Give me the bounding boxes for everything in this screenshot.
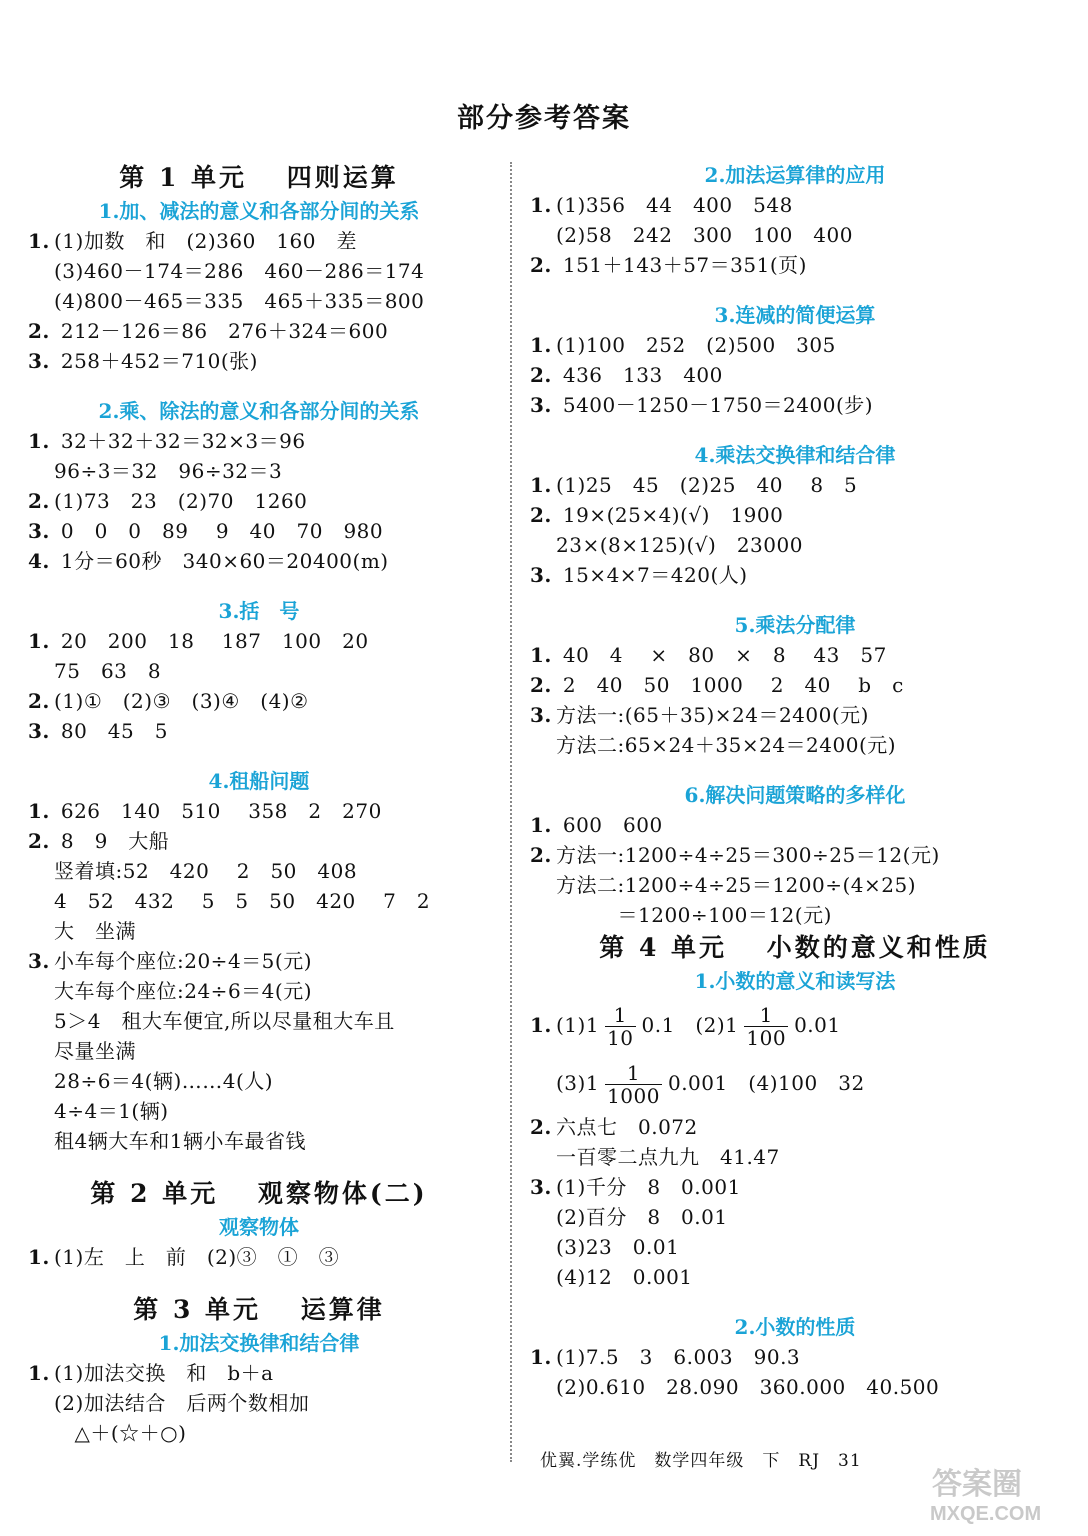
- answer-text: 600 600: [556, 813, 663, 837]
- question-number: 1.: [530, 813, 552, 837]
- answer-line: [28, 686, 490, 716]
- watermark-title: 答案圈: [932, 1468, 1022, 1501]
- fraction-numerator: 1: [605, 1062, 662, 1085]
- section-heading: 1.小数的意义和读写法: [694, 969, 896, 993]
- section-heading: 4.乘法交换律和结合律: [694, 443, 896, 467]
- answer-text: 0.1 (2)1: [641, 1013, 739, 1037]
- question-number: 1.: [28, 429, 50, 453]
- question-number: 2.: [28, 489, 50, 513]
- answer-line: [28, 546, 490, 576]
- answer-line: [530, 500, 1060, 530]
- section-heading: 2.小数的性质: [734, 1315, 856, 1339]
- answer-line: [28, 426, 490, 456]
- answer-text: (1)左 上 前 (2)③ ① ③: [54, 1245, 340, 1269]
- answer-line: [28, 946, 490, 976]
- answer-line: [530, 900, 1060, 930]
- answer-line: [530, 250, 1060, 280]
- answer-text: 一百零二点九九 41.47: [556, 1145, 780, 1169]
- answer-text: 75 63 8: [54, 659, 162, 683]
- spacer: [530, 590, 1060, 610]
- answer-line: [28, 256, 490, 286]
- question-number: 1.: [28, 229, 50, 253]
- answer-text: (2)0.610 28.090 360.000 40.500: [556, 1375, 940, 1399]
- section-heading: 1.加法交换律和结合律: [158, 1331, 360, 1355]
- answer-line: [28, 516, 490, 546]
- question-number: 3.: [28, 519, 50, 543]
- answer-line: [530, 1112, 1060, 1142]
- question-number: 3.: [28, 719, 50, 743]
- column-divider: [510, 162, 512, 1462]
- answer-text: 尽量坐满: [54, 1039, 136, 1063]
- answer-text: 六点七 0.072: [556, 1115, 698, 1139]
- answer-text: 方法二:65×24＋35×24＝2400(元): [556, 733, 897, 757]
- answer-text: (1)加数 和 (2)360 160 差: [54, 229, 358, 253]
- question-number: 3.: [530, 393, 552, 417]
- answer-text: (3)460－174＝286 460－286＝174: [54, 259, 425, 283]
- answer-line: [530, 1232, 1060, 1262]
- unit-heading: 第 1 单元 四则运算: [119, 163, 399, 192]
- answer-text: 0.001 (4)100 32: [667, 1071, 865, 1095]
- answer-line: [28, 976, 490, 1006]
- left-column: [28, 160, 490, 1448]
- spacer: [28, 1156, 490, 1176]
- answer-line: [530, 1342, 1060, 1372]
- answer-text: 436 133 400: [556, 363, 723, 387]
- answer-text: 20 200 18 187 100 20: [54, 629, 369, 653]
- question-number: 3.: [530, 563, 552, 587]
- spacer: [28, 576, 490, 596]
- answer-line: [28, 656, 490, 686]
- question-number: 1.: [530, 473, 552, 497]
- answer-text: 80 45 5: [54, 719, 168, 743]
- answer-text: 大 坐满: [54, 919, 136, 943]
- answer-line: [28, 1126, 490, 1156]
- question-number: 1.: [28, 1245, 50, 1269]
- question-number: 1.: [28, 629, 50, 653]
- watermark-logo: [912, 1458, 1082, 1528]
- question-number: 2.: [28, 829, 50, 853]
- answer-text: 8 9 大船: [54, 829, 170, 853]
- answer-text: 5400－1250－1750＝2400(步): [556, 393, 874, 417]
- answer-text: (2)加法结合 后两个数相加: [54, 1391, 310, 1415]
- answer-line: [28, 286, 490, 316]
- answer-text: (1)73 23 (2)70 1260: [54, 489, 308, 513]
- spacer: [28, 1272, 490, 1292]
- answer-text: (4)800－465＝335 465＋335＝800: [54, 289, 425, 313]
- spacer: [28, 746, 490, 766]
- answer-line: [28, 226, 490, 256]
- answer-text: 626 140 510 358 2 270: [54, 799, 382, 823]
- section-heading: 观察物体: [219, 1215, 299, 1239]
- fraction: [744, 1004, 788, 1049]
- answer-line: [530, 1202, 1060, 1232]
- question-number: 2.: [530, 843, 552, 867]
- fraction-denominator: 1000: [607, 1084, 660, 1108]
- answer-text: 4÷4＝1(辆): [54, 1099, 169, 1123]
- answer-text: (1)25 45 (2)25 40 8 5: [556, 473, 858, 497]
- answer-line: [28, 1066, 490, 1096]
- watermark-url: MXQE.COM: [930, 1503, 1042, 1525]
- answer-text: 租4辆大车和1辆小车最省钱: [54, 1129, 306, 1153]
- answer-line: [28, 1418, 490, 1448]
- unit-heading: 第 3 单元 运算律: [133, 1295, 385, 1324]
- section-heading: 6.解决问题策略的多样化: [684, 783, 906, 807]
- section-heading: 1.加、减法的意义和各部分间的关系: [98, 199, 420, 223]
- answer-line: [28, 826, 490, 856]
- question-number: 3.: [28, 949, 50, 973]
- answer-text: 5＞4 租大车便宜,所以尽量租大车且: [54, 1009, 395, 1033]
- answer-line: [530, 1372, 1060, 1402]
- unit-heading: 第 4 单元 小数的意义和性质: [599, 933, 991, 962]
- question-number: 1.: [28, 1361, 50, 1385]
- answer-text: 19×(25×4)(√) 1900: [556, 503, 784, 527]
- answer-text: 96÷3＝32 96÷32＝3: [54, 459, 283, 483]
- answer-text: 1分＝60秒 340×60＝20400(m): [54, 549, 389, 573]
- answer-line: [28, 1242, 490, 1272]
- answer-text: (1)① (2)③ (3)④ (4)②: [54, 689, 309, 713]
- right-column: [530, 160, 1060, 1402]
- answer-line: [530, 470, 1060, 500]
- footer: 优翼.学练优 数学四年级 下 RJ 31: [540, 1451, 862, 1471]
- answer-text: (3)1: [556, 1071, 600, 1095]
- section-heading: 2.乘、除法的意义和各部分间的关系: [98, 399, 420, 423]
- answer-text: 212－126＝86 276＋324＝600: [54, 319, 389, 343]
- answer-line: [28, 1096, 490, 1126]
- answer-text: 28÷6＝4(辆)……4(人): [54, 1069, 274, 1093]
- answer-line: [530, 670, 1060, 700]
- answer-line: [530, 730, 1060, 760]
- answer-text: (1)加法交换 和 b＋a: [54, 1361, 274, 1385]
- question-number: 2.: [530, 363, 552, 387]
- answer-line: [530, 700, 1060, 730]
- answer-line: [530, 360, 1060, 390]
- question-number: 2.: [530, 503, 552, 527]
- question-number: 1.: [530, 1345, 552, 1369]
- answer-text: 竖着填:52 420 2 50 408: [54, 859, 358, 883]
- question-number: 2.: [28, 689, 50, 713]
- unit-heading: 第 2 单元 观察物体(二): [90, 1179, 428, 1208]
- answer-text: △＋(☆＋○): [54, 1421, 187, 1445]
- answer-text: 方法一:(65＋35)×24＝2400(元): [556, 703, 869, 727]
- answer-line: [28, 346, 490, 376]
- answer-text: 32＋32＋32＝32×3＝96: [54, 429, 306, 453]
- section-heading: 2.加法运算律的应用: [704, 163, 886, 187]
- question-number: 1.: [530, 333, 552, 357]
- answer-line: [530, 1054, 1060, 1112]
- spacer: [530, 280, 1060, 300]
- fraction: [605, 1062, 662, 1107]
- question-number: 3.: [530, 1175, 552, 1199]
- answer-line: [28, 626, 490, 656]
- answer-text: 40 4 × 80 × 8 43 57: [556, 643, 887, 667]
- answer-text: 258＋452＝710(张): [54, 349, 258, 373]
- answer-line: [530, 1172, 1060, 1202]
- answer-line: [530, 840, 1060, 870]
- section-heading: 4.租船问题: [208, 769, 310, 793]
- answer-text: 23×(8×125)(√) 23000: [556, 533, 803, 557]
- answer-line: [28, 1036, 490, 1066]
- spacer: [530, 1292, 1060, 1312]
- answer-line: [530, 996, 1060, 1054]
- answer-text: 4 52 432 5 5 50 420 7 2: [54, 889, 431, 913]
- answer-text: (4)12 0.001: [556, 1265, 693, 1289]
- section-heading: 3.连减的简便运算: [714, 303, 876, 327]
- answer-line: [28, 796, 490, 826]
- question-number: 3.: [28, 349, 50, 373]
- spacer: [530, 420, 1060, 440]
- section-heading: 5.乘法分配律: [734, 613, 856, 637]
- answer-line: [530, 1142, 1060, 1172]
- answer-line: [530, 190, 1060, 220]
- section-heading: 3.括 号: [218, 599, 300, 623]
- answer-line: [28, 716, 490, 746]
- fraction-numerator: 1: [605, 1004, 635, 1027]
- answer-text: (1)1: [556, 1013, 600, 1037]
- answer-text: (2)58 242 300 100 400: [556, 223, 853, 247]
- answer-text: 方法二:1200÷4÷25＝1200÷(4×25): [556, 873, 917, 897]
- answer-text: (3)23 0.01: [556, 1235, 680, 1259]
- fraction-denominator: 10: [607, 1026, 634, 1050]
- answer-text: 0.01: [794, 1013, 841, 1037]
- answer-text: (2)百分 8 0.01: [556, 1205, 728, 1229]
- question-number: 3.: [530, 703, 552, 727]
- answer-line: [28, 316, 490, 346]
- answer-text: 0 0 0 89 9 40 70 980: [54, 519, 384, 543]
- question-number: 1.: [530, 193, 552, 217]
- question-number: 1.: [28, 799, 50, 823]
- answer-text: 大车每个座位:24÷6＝4(元): [54, 979, 312, 1003]
- answer-text: 方法一:1200÷4÷25＝300÷25＝12(元): [556, 843, 940, 867]
- question-number: 1.: [530, 1013, 552, 1037]
- answer-text: 15×4×7＝420(人): [556, 563, 748, 587]
- answer-text: (1)356 44 400 548: [556, 193, 793, 217]
- question-number: 2.: [28, 319, 50, 343]
- question-number: 2.: [530, 673, 552, 697]
- question-number: 1.: [530, 643, 552, 667]
- answer-line: [530, 220, 1060, 250]
- answer-text: 2 40 50 1000 2 40 b c: [556, 673, 904, 697]
- answer-line: [28, 1388, 490, 1418]
- answer-line: [530, 640, 1060, 670]
- answer-text: (1)100 252 (2)500 305: [556, 333, 836, 357]
- answer-line: [28, 486, 490, 516]
- answer-line: [530, 530, 1060, 560]
- answer-line: [530, 330, 1060, 360]
- spacer: [530, 760, 1060, 780]
- question-number: 4.: [28, 549, 50, 573]
- fraction: [605, 1004, 635, 1049]
- spacer: [28, 376, 490, 396]
- fraction-numerator: 1: [744, 1004, 788, 1027]
- answer-line: [530, 1262, 1060, 1292]
- answer-line: [530, 390, 1060, 420]
- answer-text: (1)千分 8 0.001: [556, 1175, 741, 1199]
- answer-line: [530, 810, 1060, 840]
- answer-text: 151＋143＋57＝351(页): [556, 253, 807, 277]
- page-title: 部分参考答案: [457, 103, 631, 134]
- fraction-denominator: 100: [746, 1026, 787, 1050]
- question-number: 2.: [530, 253, 552, 277]
- answer-line: [28, 856, 490, 886]
- answer-line: [530, 560, 1060, 590]
- answer-text: (1)7.5 3 6.003 90.3: [556, 1345, 801, 1369]
- answer-line: [28, 456, 490, 486]
- answer-line: [530, 870, 1060, 900]
- answer-text: 小车每个座位:20÷4＝5(元): [54, 949, 312, 973]
- answer-line: [28, 916, 490, 946]
- answer-line: [28, 1006, 490, 1036]
- question-number: 2.: [530, 1115, 552, 1139]
- answer-line: [28, 1358, 490, 1388]
- answer-text: ＝1200÷100＝12(元): [556, 903, 832, 927]
- answer-line: [28, 886, 490, 916]
